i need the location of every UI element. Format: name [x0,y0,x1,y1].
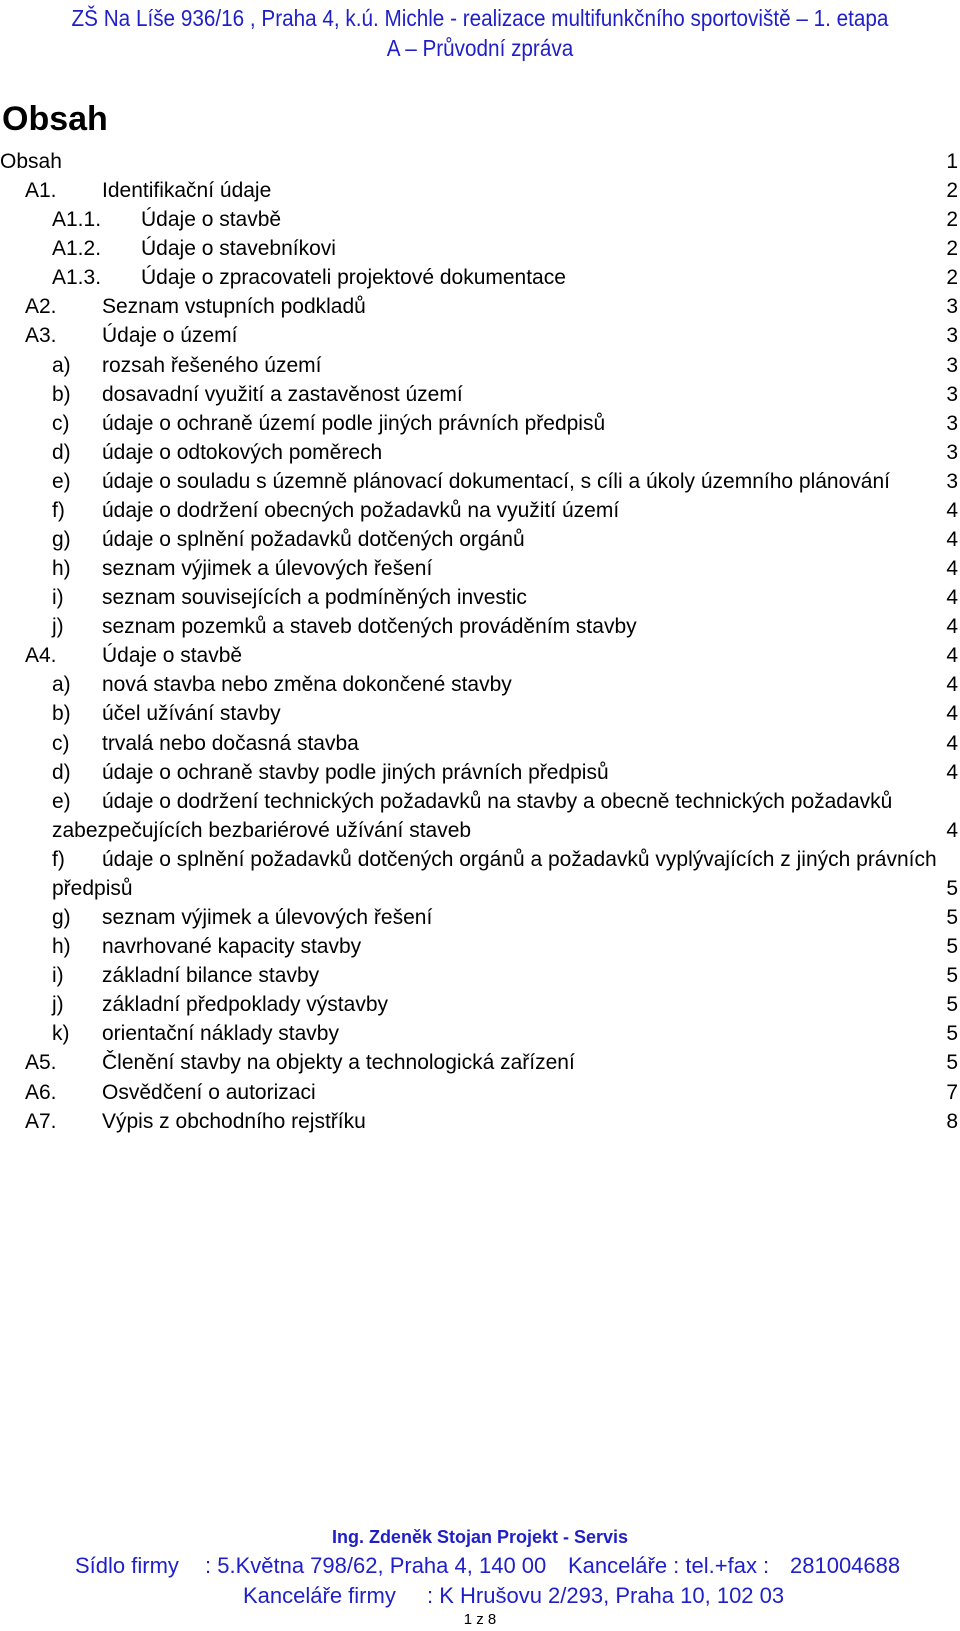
footer-office-phone: 281004688 [790,1553,901,1578]
toc-entry-page: 4 [946,586,958,610]
page-title: Obsah [2,100,108,138]
footer-office-phone-label: Kanceláře : tel.+fax : [568,1553,770,1578]
toc-entry [0,699,960,728]
toc-entry-page: 5 [946,1022,958,1046]
toc-entry-number: k) [52,1022,70,1046]
toc-entry-number: A3. [25,324,57,348]
toc-entry [0,670,960,699]
footer-seat-label: Sídlo firmy [75,1553,179,1578]
toc-entry [0,292,960,321]
toc-entry [0,816,960,845]
page-number: 1 z 8 [463,1611,497,1628]
toc-entry-page: 4 [946,731,958,755]
header-document-title: A – Průvodní zpráva [386,35,574,61]
toc-entry-title: údaje o dodržení obecných požadavků na využití území [102,498,620,522]
toc-entry-page: 4 [946,673,958,697]
toc-entry-title: nová stavba nebo změna dokončené stavby [102,673,512,697]
toc-entry [0,1107,960,1136]
toc-entry-page: 4 [946,528,958,552]
toc-entry-number: g) [52,906,71,930]
toc-entry-title: Seznam vstupních podkladů [102,295,366,319]
toc-entry-title: údaje o ochraně stavby podle jiných právních předpisů [102,760,609,784]
toc-entry-page: 4 [946,760,958,784]
toc-entry-page: 5 [946,935,958,959]
toc-entry-number: h) [52,935,71,959]
toc-entry-title: orientační náklady stavby [102,1022,339,1046]
toc-entry-number: A6. [25,1080,57,1104]
toc-entry [0,438,960,467]
toc-entry-title: Údaje o zpracovateli projektové dokumentace [141,266,566,290]
toc-entry-title: Výpis z obchodního rejstříku [102,1109,366,1133]
toc-entry-title: údaje o dodržení technických požadavků na stavby a obecně technických požadavků [102,789,893,813]
toc-entry-title: navrhované kapacity stavby [102,935,362,959]
toc-entry [0,205,960,234]
toc-entry [0,641,960,670]
toc-entry-title: seznam výjimek a úlevových řešení [102,557,433,581]
toc-entry-number: A1. [25,179,57,203]
toc-entry-page: 1 [946,150,958,173]
toc-entry [0,554,960,583]
toc-entry [0,263,960,292]
toc-entry-page: 4 [946,702,958,726]
toc-entry [0,729,960,758]
toc-entry-title: údaje o odtokových poměrech [102,440,383,464]
toc-entry-title: účel užívání stavby [102,702,281,726]
toc-entry-title: Údaje o území [102,324,238,348]
toc-entry-number: A2. [25,295,57,319]
toc-entry-page: 5 [946,993,958,1017]
toc-entry-number: i) [52,964,64,988]
toc-entry-number: f) [52,498,65,522]
toc-entry-page: 3 [946,295,958,319]
footer-offices-address: : K Hrušovu 2/293, Praha 10, 102 03 [427,1583,785,1608]
toc-entry-number: a) [52,673,71,697]
table-of-contents [0,147,960,1136]
toc-entry [0,787,960,816]
toc-entry-title: Obsah [0,150,62,173]
toc-entry-number: j) [52,993,64,1017]
toc-entry [0,932,960,961]
footer-company-name: Ing. Zdeněk Stojan Projekt - Servis [331,1527,629,1547]
toc-entry-number: e) [52,789,71,813]
toc-entry-page: 3 [946,411,958,435]
toc-entry-page: 3 [946,353,958,377]
toc-entry-page: 3 [946,440,958,464]
toc-entry [0,845,960,874]
toc-entry-page: 4 [946,615,958,639]
toc-entry [0,758,960,787]
toc-entry [0,176,960,205]
toc-entry-page: 5 [946,906,958,930]
toc-entry-number: b) [52,702,71,726]
toc-entry-number: A1.1. [52,208,102,232]
toc-entry-title: Identifikační údaje [102,179,272,203]
toc-entry-title: Údaje o stavebníkovi [141,237,336,261]
toc-entry-page: 2 [946,266,958,290]
toc-entry [0,874,960,903]
toc-entry [0,612,960,641]
toc-entry-number: j) [52,615,64,639]
toc-entry [0,961,960,990]
toc-entry-page: 7 [946,1080,958,1104]
toc-entry-number: A1.3. [52,266,102,290]
toc-entry [0,321,960,350]
toc-entry-title: údaje o ochraně území podle jiných právních předpisů [102,411,606,435]
toc-entry [0,583,960,612]
toc-entry [0,351,960,380]
toc-entry [0,903,960,932]
toc-entry [0,1019,960,1048]
toc-entry [0,409,960,438]
toc-entry-number: h) [52,557,71,581]
toc-entry-title: seznam souvisejících a podmíněných investic [102,586,527,610]
toc-entry-title: trvalá nebo dočasná stavba [102,731,359,755]
toc-entry [0,1078,960,1107]
toc-entry [0,380,960,409]
toc-entry-title: údaje o splnění požadavků dotčených orgánů a požadavků vyplývajících z jiných právních [102,847,937,871]
toc-entry-page: 5 [946,876,958,900]
toc-entry-page: 4 [946,498,958,522]
toc-entry-page: 2 [946,179,958,203]
toc-entry-number: a) [52,353,71,377]
toc-entry [0,467,960,496]
toc-entry-number: i) [52,586,64,610]
toc-entry-number: d) [52,760,71,784]
toc-entry-title: údaje o splnění požadavků dotčených orgánů [102,528,525,552]
toc-entry [0,147,960,176]
toc-entry-page: 3 [946,382,958,406]
toc-entry-title: základní bilance stavby [102,964,320,988]
toc-entry-page: 2 [946,208,958,232]
toc-entry-title: Údaje o stavbě [141,208,282,232]
toc-entry [0,525,960,554]
toc-entry-page: 5 [946,1051,958,1075]
toc-entry-page: 4 [946,557,958,581]
toc-entry [0,496,960,525]
footer-offices-label: Kanceláře firmy [243,1583,396,1608]
toc-entry-title: údaje o souladu s územně plánovací dokumentací, s cíli a úkoly územního plánování [102,469,890,493]
toc-entry-page: 8 [946,1109,958,1133]
toc-entry-title: předpisů [52,876,133,900]
toc-entry-page: 5 [946,964,958,988]
toc-entry-title: rozsah řešeného území [102,353,322,377]
toc-entry-title: Údaje o stavbě [102,644,243,668]
toc-entry-page: 3 [946,469,958,493]
toc-entry-number: f) [52,847,65,871]
toc-entry-number: c) [52,731,70,755]
toc-entry [0,234,960,263]
toc-entry-number: b) [52,382,71,406]
toc-entry-number: A7. [25,1109,57,1133]
toc-entry-title: základní předpoklady výstavby [102,993,388,1017]
toc-entry-page: 3 [946,324,958,348]
toc-entry-title: Osvědčení o autorizaci [102,1080,316,1104]
toc-entry-title: zabezpečujících bezbariérové užívání staveb [52,818,472,842]
toc-entry-number: g) [52,528,71,552]
toc-entry [0,990,960,1019]
toc-entry-number: e) [52,469,71,493]
toc-entry-title: dosavadní využití a zastavěnost území [102,382,463,406]
toc-entry-title: seznam výjimek a úlevových řešení [102,906,433,930]
toc-entry [0,1048,960,1077]
toc-entry-number: c) [52,411,70,435]
toc-entry-page: 4 [946,818,958,842]
header-project-title: ZŠ Na Líše 936/16 , Praha 4, k.ú. Michle - realizace multifunkčního sportoviště – 1. etapa [71,5,889,31]
toc-entry-number: A5. [25,1051,57,1075]
toc-entry-title: Členění stavby na objekty a technologická zařízení [102,1051,575,1075]
toc-entry-number: A4. [25,644,57,668]
toc-entry-title: seznam pozemků a staveb dotčených prováděním stavby [102,615,637,639]
toc-entry-number: A1.2. [52,237,102,261]
toc-entry-page: 2 [946,237,958,261]
toc-entry-page: 4 [946,644,958,668]
toc-entry-number: d) [52,440,71,464]
footer-seat-address: : 5.Května 798/62, Praha 4, 140 00 [205,1553,547,1578]
